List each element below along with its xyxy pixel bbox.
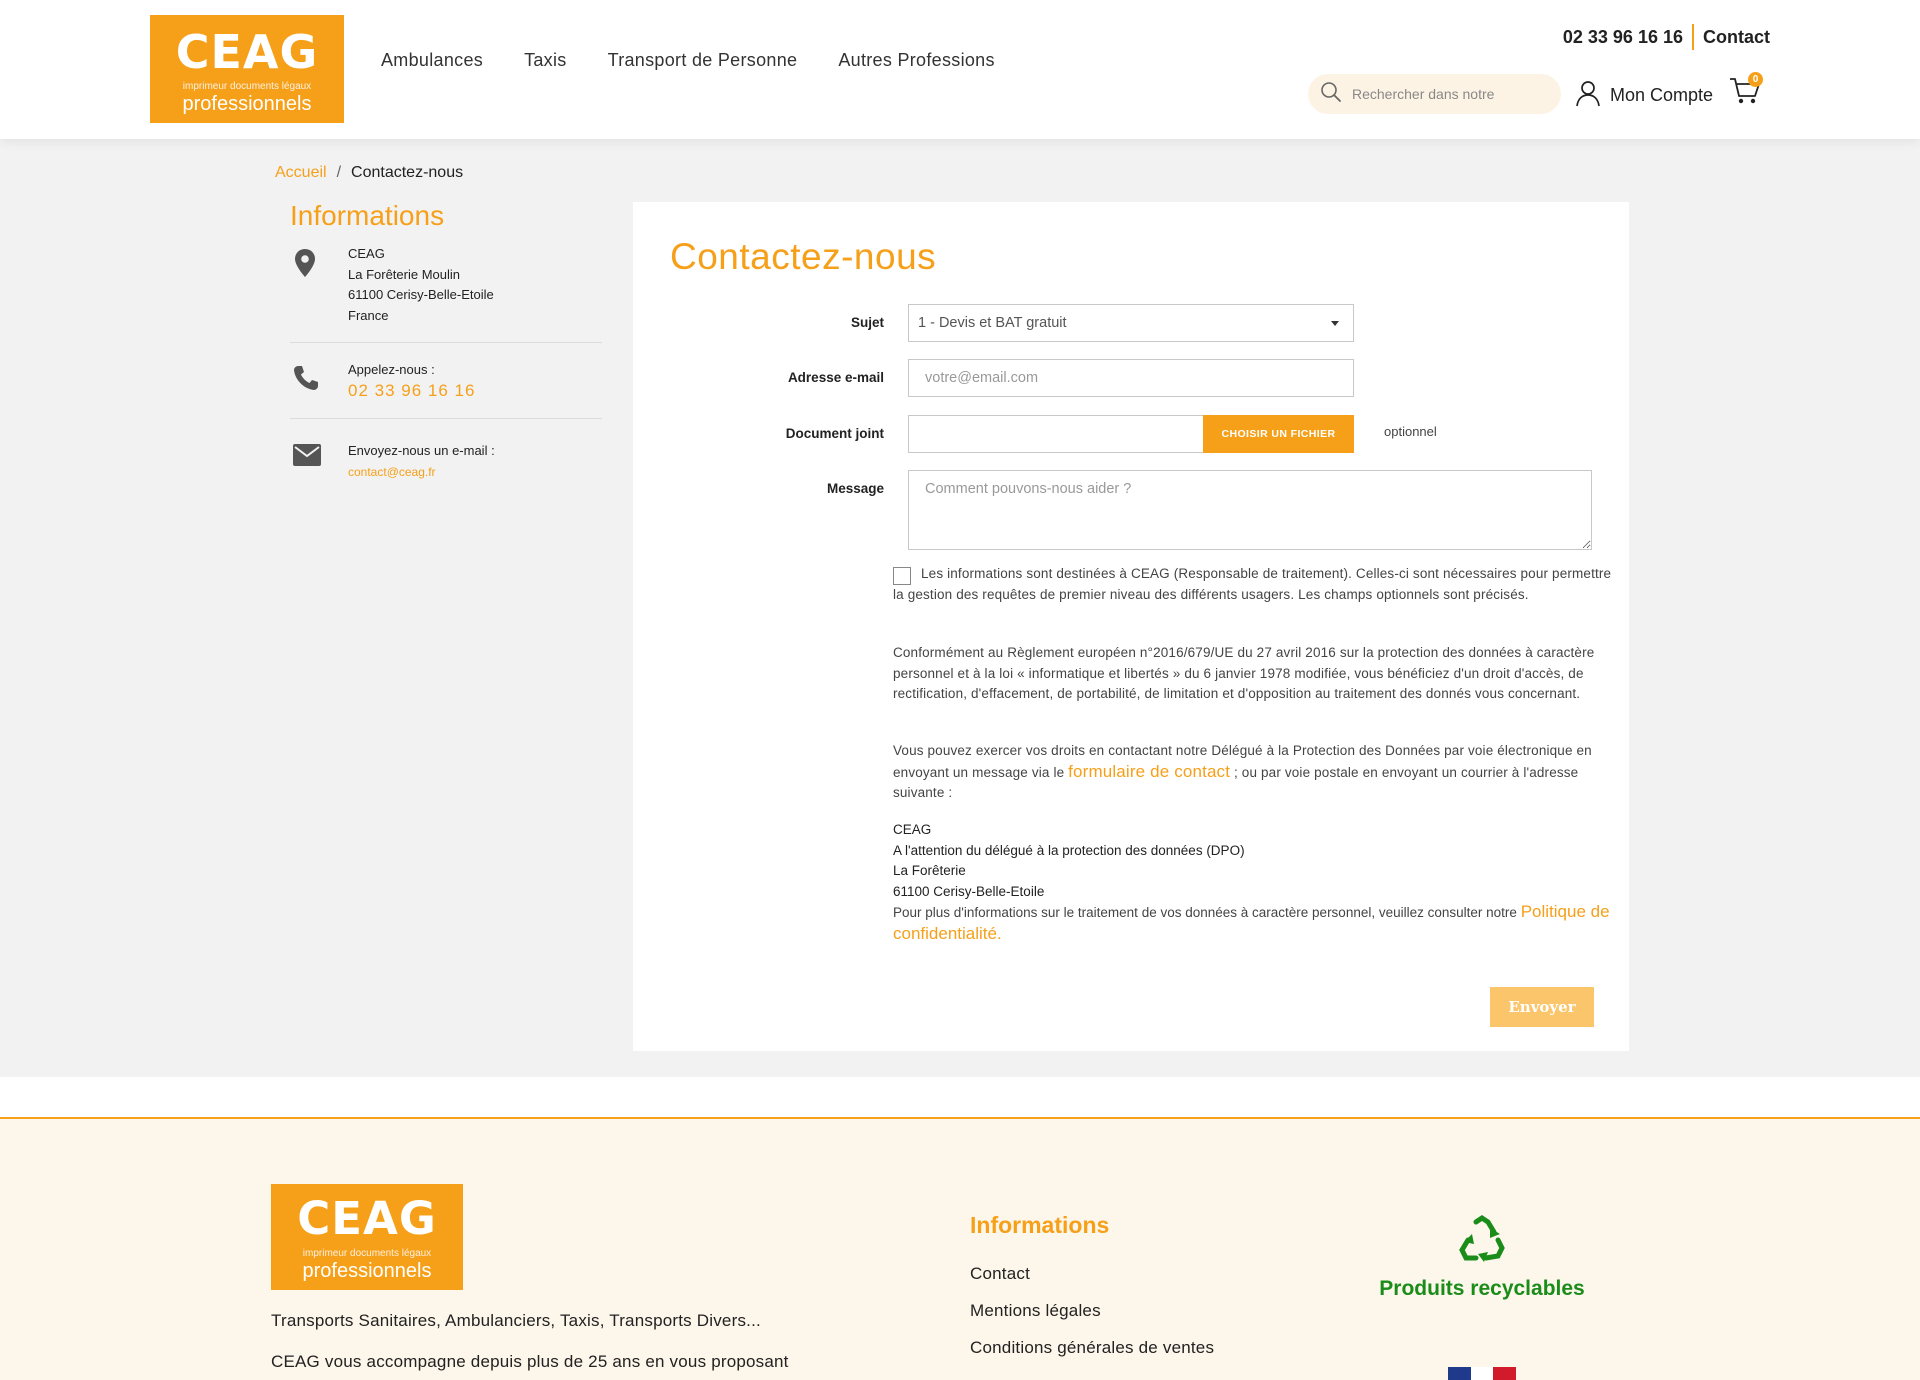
cart-button[interactable] [1728, 76, 1762, 111]
footer-link-mentions-legales[interactable]: Mentions légales [970, 1301, 1101, 1320]
footer-info-title: Informations [970, 1212, 1110, 1238]
email-field[interactable] [908, 359, 1354, 397]
address-line1: La Forêterie Moulin [348, 266, 460, 282]
mail-icon [292, 443, 322, 472]
account-link[interactable] [1574, 79, 1713, 112]
dpo-line1: A l'attention du délégué à la protection des données (DPO) [893, 842, 1245, 858]
nav-item-taxis[interactable]: Taxis [524, 50, 567, 70]
breadcrumb [275, 164, 463, 182]
location-pin-icon [294, 248, 316, 283]
divider [290, 418, 602, 419]
attachment-label: Document joint [785, 426, 884, 441]
dpo-line2: La Forêterie [893, 863, 966, 878]
recycle-icon [1454, 1253, 1510, 1270]
rights-text-start: Vous pouvez exercer vos droits en contactant notre Délégué à la Protection des Données par voie électronique en envoyant un message via le [893, 743, 1592, 780]
optional-hint: optionnel [1384, 424, 1437, 439]
phone-icon [292, 364, 320, 397]
contact-form-card [633, 202, 1629, 1051]
privacy-note-text: Pour plus d'informations sur le traitement de vos données à caractère personnel, veuillez consulter notre [893, 905, 1517, 920]
subject-value: 1 - Devis et BAT gratuit [918, 315, 1067, 331]
subject-select[interactable] [908, 304, 1354, 342]
file-name-display[interactable] [908, 415, 1204, 453]
email-field-label: Adresse e-mail [787, 370, 884, 385]
footer-tagline: Transports Sanitaires, Ambulanciers, Taxis, Transports Divers... [271, 1311, 761, 1330]
recyclable-badge [1374, 1214, 1590, 1301]
email-label: Envoyez-nous un e-mail : [348, 443, 495, 458]
logo-subtitle: professionnels [182, 93, 312, 115]
logo-tagline: imprimeur documents légaux [182, 81, 312, 92]
breadcrumb-home-link[interactable]: Accueil [275, 164, 327, 181]
address-name: CEAG [348, 246, 385, 261]
flag-stripe-blue [1448, 1367, 1471, 1380]
footer-description: CEAG vous accompagne depuis plus de 25 ans en vous proposant [271, 1352, 789, 1371]
flag-stripe-red [1493, 1367, 1516, 1380]
cart-count-badge: 0 [1748, 72, 1763, 87]
header-contact-link[interactable]: Contact [1703, 26, 1770, 47]
search-icon[interactable] [1320, 81, 1342, 108]
section-spacer [0, 1077, 1920, 1117]
caret-down-icon [1331, 321, 1339, 326]
footer-link-cgv[interactable]: Conditions générales de ventes [970, 1338, 1215, 1357]
dpo-address [893, 820, 1613, 945]
top-contact-bar [1563, 24, 1770, 50]
email-block [290, 441, 602, 482]
contact-form-link[interactable]: formulaire de contact [1068, 761, 1231, 781]
footer-logo-name: CEAG [297, 1192, 437, 1245]
search-input[interactable] [1352, 86, 1552, 102]
subject-label: Sujet [850, 315, 884, 330]
nav-item-transport-de-personne[interactable]: Transport de Personne [607, 50, 798, 70]
message-textarea[interactable] [908, 470, 1592, 550]
footer-logo-subtitle: professionnels [302, 1260, 432, 1282]
privacy-policy-link[interactable]: Politique de confidentialité. [893, 902, 1610, 943]
sidebar-email-link[interactable]: contact@ceag.fr [348, 464, 436, 479]
recyclable-label: Produits recyclables [1379, 1277, 1585, 1300]
address-country: France [348, 307, 389, 323]
logo[interactable] [150, 15, 344, 123]
page-title: Contactez-nous [670, 236, 937, 277]
sidebar-phone-link[interactable]: 02 33 96 16 16 [348, 380, 476, 400]
header-phone-link[interactable]: 02 33 96 16 16 [1562, 26, 1683, 47]
footer-logo-tagline: imprimeur documents légaux [302, 1248, 432, 1259]
privacy-note [893, 902, 1613, 945]
logo-name: CEAG [175, 25, 319, 79]
sidebar-title: Informations [290, 200, 445, 231]
flag-stripe-white [1471, 1367, 1494, 1380]
site-footer [0, 1117, 1920, 1380]
dpo-name: CEAG [893, 822, 932, 837]
main-nav [381, 50, 1036, 71]
address-line2: 61100 Cerisy-Belle-Etoile [348, 287, 494, 302]
breadcrumb-current: Contactez-nous [351, 164, 464, 181]
choose-file-button[interactable]: CHOISIR UN FICHIER [1203, 415, 1354, 453]
site-header [0, 0, 1920, 139]
address-block [290, 244, 602, 326]
nav-item-autres-professions[interactable]: Autres Professions [838, 50, 995, 70]
footer-link-contact[interactable]: Contact [970, 1264, 1030, 1283]
gdpr-text: Conformément au Règlement européen n°2016/679/UE du 27 avril 2016 sur la protection des données à caractère personnel et à la loi « informatique et libertés » du 6 janvier 1978 modifiée, vous bénéficiez d'un droit d'accès, de rectification, d'effacement, de portabilité, de limitation et d'opposition au traitement des donnés vous concernant. [893, 645, 1595, 701]
footer-logo[interactable] [271, 1184, 463, 1290]
cart-icon [1728, 93, 1762, 110]
nav-item-ambulances[interactable]: Ambulances [381, 50, 484, 70]
divider [290, 342, 602, 343]
divider [1692, 24, 1694, 50]
user-icon [1574, 79, 1602, 112]
phone-label: Appelez-nous : [348, 362, 435, 377]
breadcrumb-separator: / [336, 164, 342, 181]
send-button[interactable]: Envoyer [1490, 987, 1594, 1027]
dpo-line3: 61100 Cerisy-Belle-Etoile [893, 883, 1045, 899]
search-bar [1308, 74, 1561, 114]
rights-text [893, 741, 1613, 804]
french-flag-icon[interactable] [1448, 1367, 1516, 1380]
consent-text: Les informations sont destinées à CEAG (Responsable de traitement). Celles-ci sont nécessaires pour permettre la gestion des requêtes de premier niveau des différents usagers. Les champs optionnels sont précisés. [893, 566, 1612, 602]
phone-block [290, 360, 602, 402]
account-label: Mon Compte [1610, 85, 1714, 105]
message-label: Message [826, 481, 884, 496]
rights-text-end: ; ou par voie postale en envoyant un courrier à l'adresse suivante : [893, 764, 1579, 800]
